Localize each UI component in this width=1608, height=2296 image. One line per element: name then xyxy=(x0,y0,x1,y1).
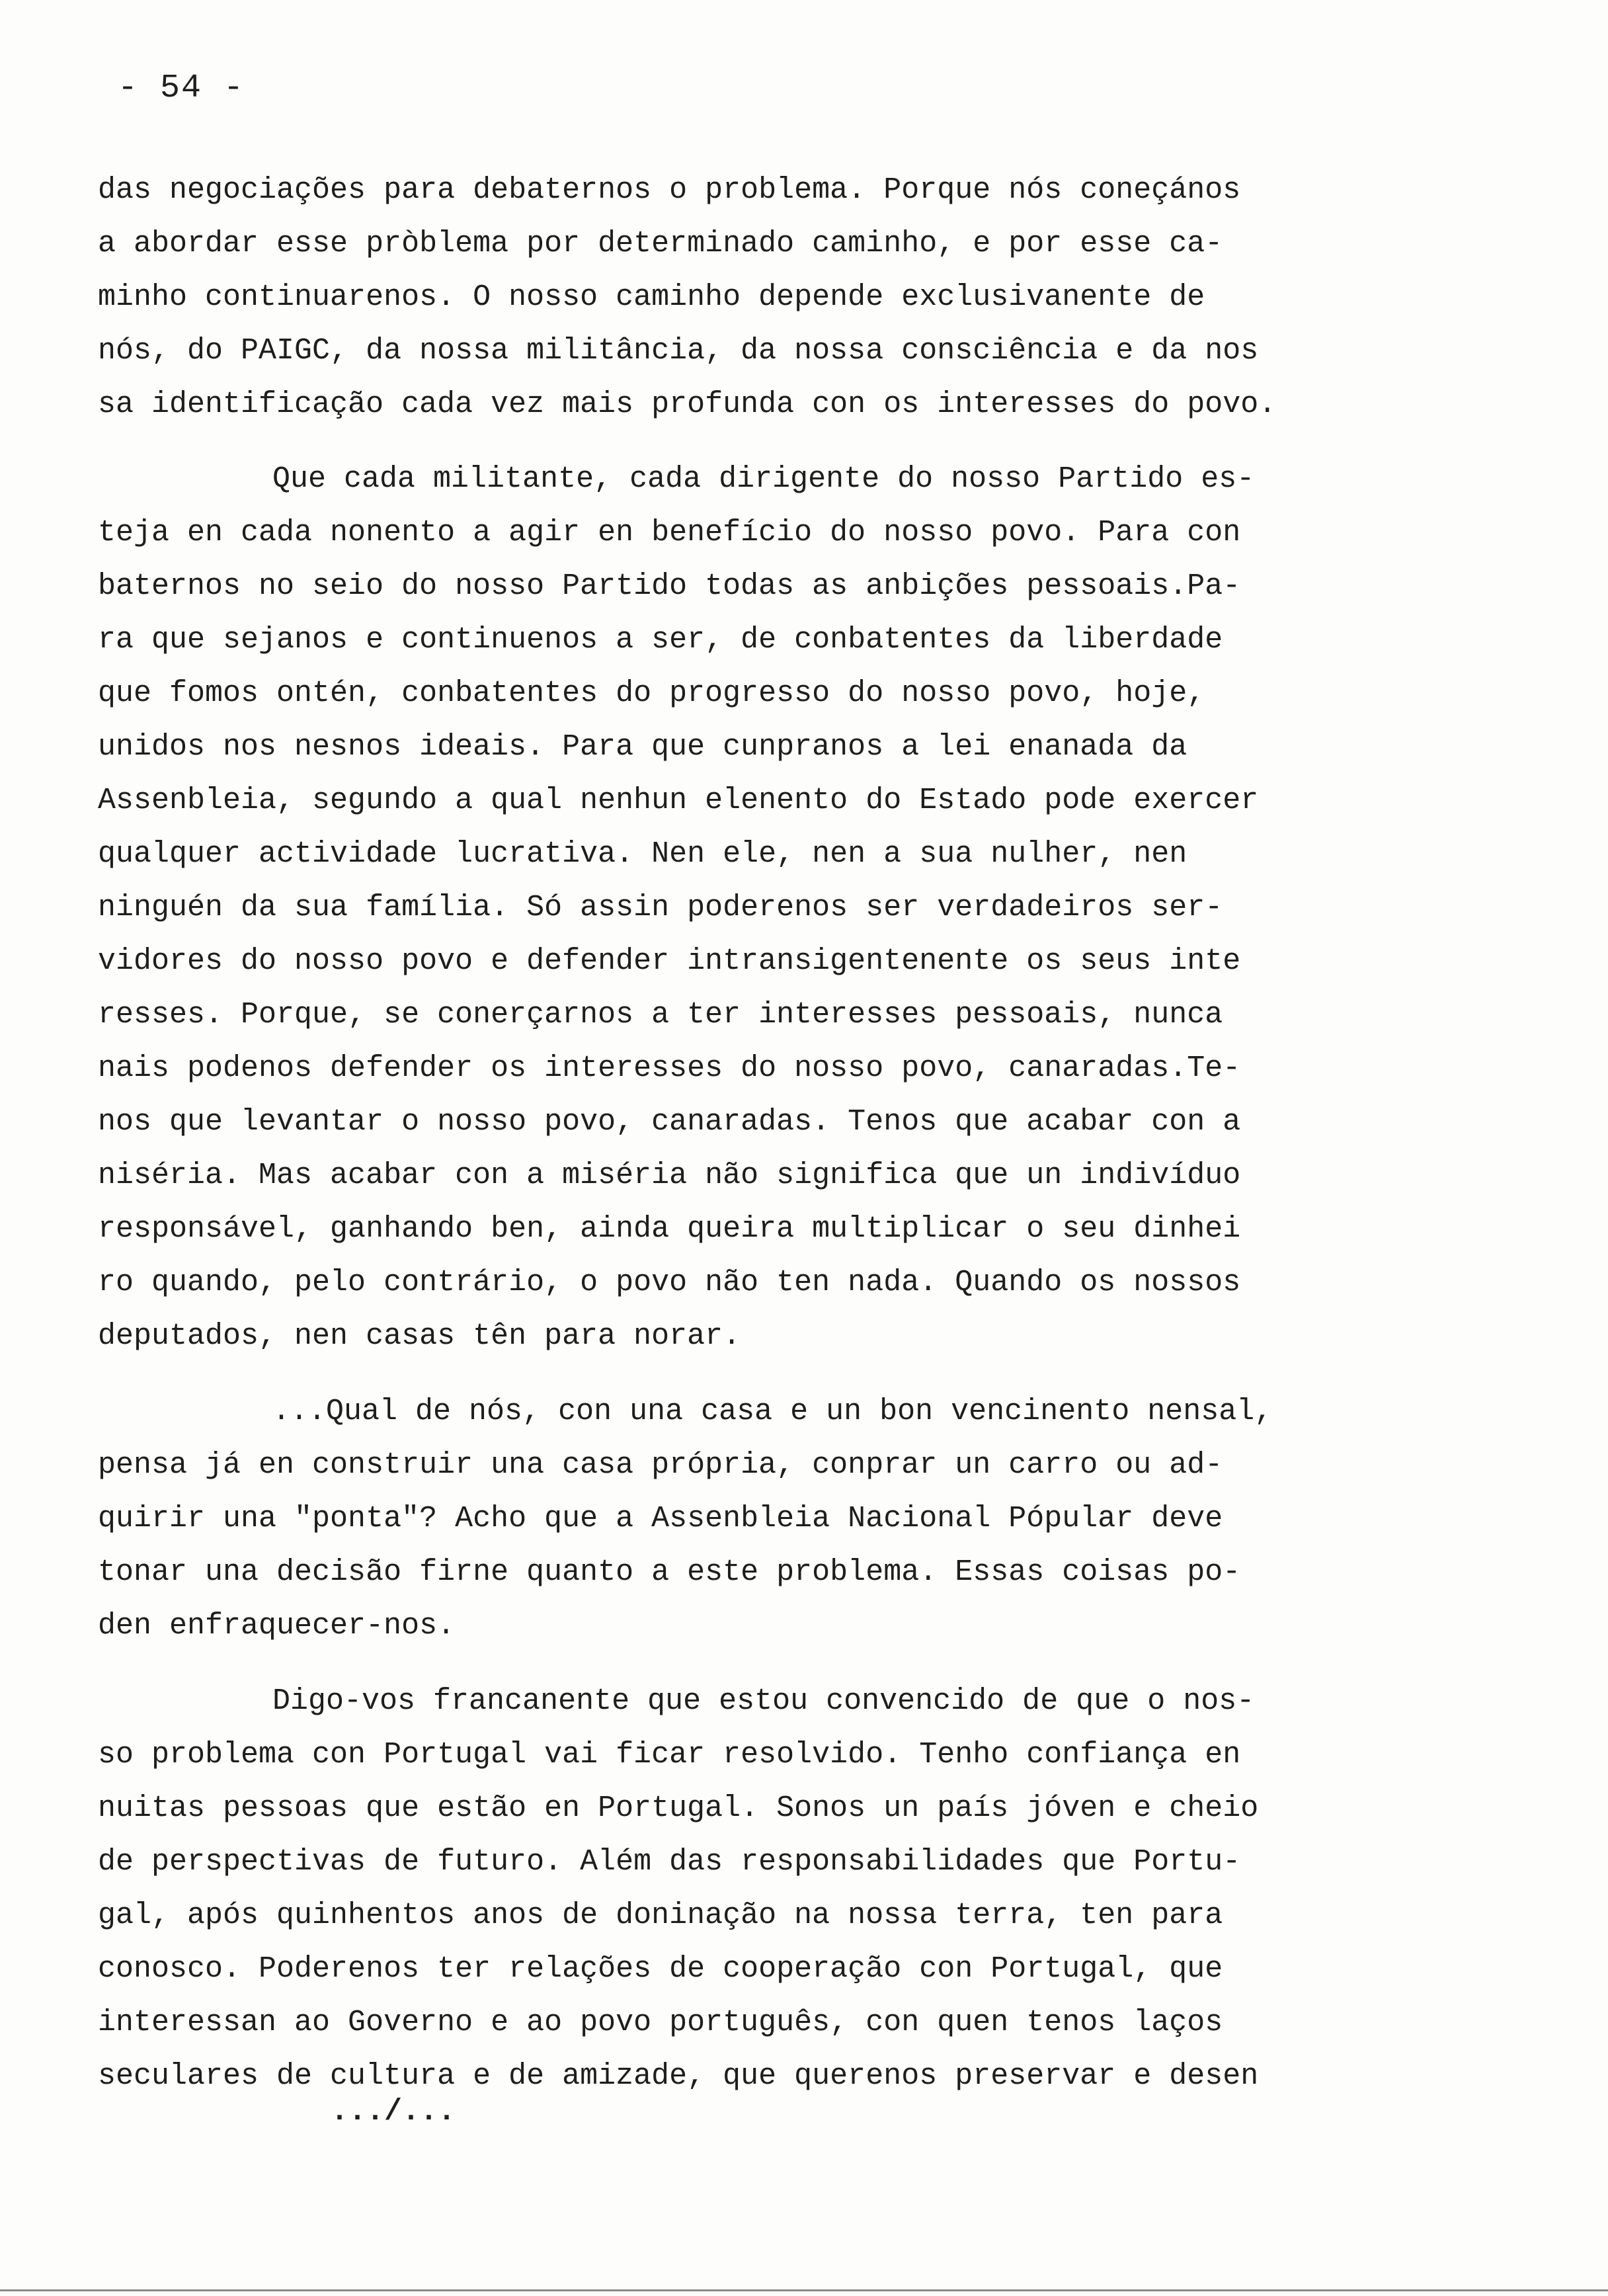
text-line: sa identificação cada vez mais profunda con os interesses do povo. xyxy=(98,388,1277,421)
text-line: den enfraquecer-nos. xyxy=(98,1609,456,1643)
text-line: minho continuarenos. O nosso caminho depende exclusivanente de xyxy=(98,280,1205,314)
text-line: ...Qual de nós, con una casa e un bon vencinento nensal, xyxy=(272,1395,1273,1428)
text-line: Que cada militante, cada dirigente do nosso Partido es- xyxy=(272,462,1255,496)
paragraph-4 xyxy=(98,1674,1367,2103)
text-line: niséria. Mas acabar con a miséria não significa que un indivíduo xyxy=(98,1159,1241,1192)
text-line: unidos nos nesnos ideais. Para que cunpranos a lei enanada da xyxy=(98,730,1187,764)
text-line: das negociações para debaternos o problema. Porque nós coneçános xyxy=(98,173,1241,207)
text-line: a abordar esse pròblema por determinado caminho, e por esse ca- xyxy=(98,227,1223,261)
text-line: ninguén da sua família. Só assin poderenos ser verdadeiros ser- xyxy=(98,891,1223,924)
text-line: qualquer actividade lucrativa. Nen ele, nen a sua nulher, nen xyxy=(98,837,1187,871)
text-line: nós, do PAIGC, da nossa militância, da nossa consciência e da nos xyxy=(98,334,1259,368)
text-line: Digo-vos francanente que estou convencido de que o nos- xyxy=(272,1684,1255,1718)
text-line: nos que levantar o nosso povo, canaradas. Tenos que acabar con a xyxy=(98,1105,1241,1139)
text-line: ra que sejanos e continuenos a ser, de conbatentes da liberdade xyxy=(98,623,1223,657)
text-line: que fomos ontén, conbatentes do progresso do nosso povo, hoje, xyxy=(98,676,1205,710)
text-line: conosco. Poderenos ter relações de cooperação con Portugal, que xyxy=(98,1952,1223,1986)
text-line: so problema con Portugal vai ficar resolvido. Tenho confiança en xyxy=(98,1738,1241,1772)
text-line: de perspectivas de futuro. Além das responsabilidades que Portu- xyxy=(98,1845,1241,1879)
text-line: pensa já en construir una casa própria, conprar un carro ou ad- xyxy=(98,1448,1223,1482)
page-number: - 54 - xyxy=(118,69,245,107)
paragraph-1 xyxy=(98,163,1367,431)
text-line: ro quando, pelo contrário, o povo não ten nada. Quando os nossos xyxy=(98,1266,1241,1299)
text-line: Assenbleia, segundo a qual nenhun elenento do Estado pode exercer xyxy=(98,784,1259,817)
text-line: teja en cada nonento a agir en benefício do nosso povo. Para con xyxy=(98,516,1241,550)
text-line: quirir una "ponta"? Acho que a Assenbleia Nacional Pópular deve xyxy=(98,1502,1223,1536)
text-line: vidores do nosso povo e defender intransigentenente os seus inte xyxy=(98,944,1241,978)
text-line: interessan ao Governo e ao povo português, con quen tenos laços xyxy=(98,2006,1223,2039)
text-line: seculares de cultura e de amizade, que querenos preservar e desen xyxy=(98,2059,1259,2093)
text-line: deputados, nen casas tên para norar. xyxy=(98,1319,741,1353)
text-line: responsável, ganhando ben, ainda queira multiplicar o seu dinhei xyxy=(98,1212,1241,1246)
bottom-edge-line xyxy=(0,2289,1608,2291)
text-line: nuitas pessoas que estão en Portugal. Sonos un país jóven e cheio xyxy=(98,1791,1259,1825)
text-line: tonar una decisão firne quanto a este problema. Essas coisas po- xyxy=(98,1555,1241,1589)
continuation-mark: .../... xyxy=(331,2095,456,2129)
text-line: gal, após quinhentos anos de doninação na nossa terra, ten para xyxy=(98,1899,1223,1932)
text-line: resses. Porque, se conerçarnos a ter interesses pessoais, nunca xyxy=(98,998,1223,1032)
text-line: baternos no seio do nosso Partido todas as anbições pessoais.Pa- xyxy=(98,569,1241,603)
text-line: nais podenos defender os interesses do nosso povo, canaradas.Te- xyxy=(98,1051,1241,1085)
paragraph-3 xyxy=(98,1385,1367,1653)
paragraph-2 xyxy=(98,452,1367,1363)
